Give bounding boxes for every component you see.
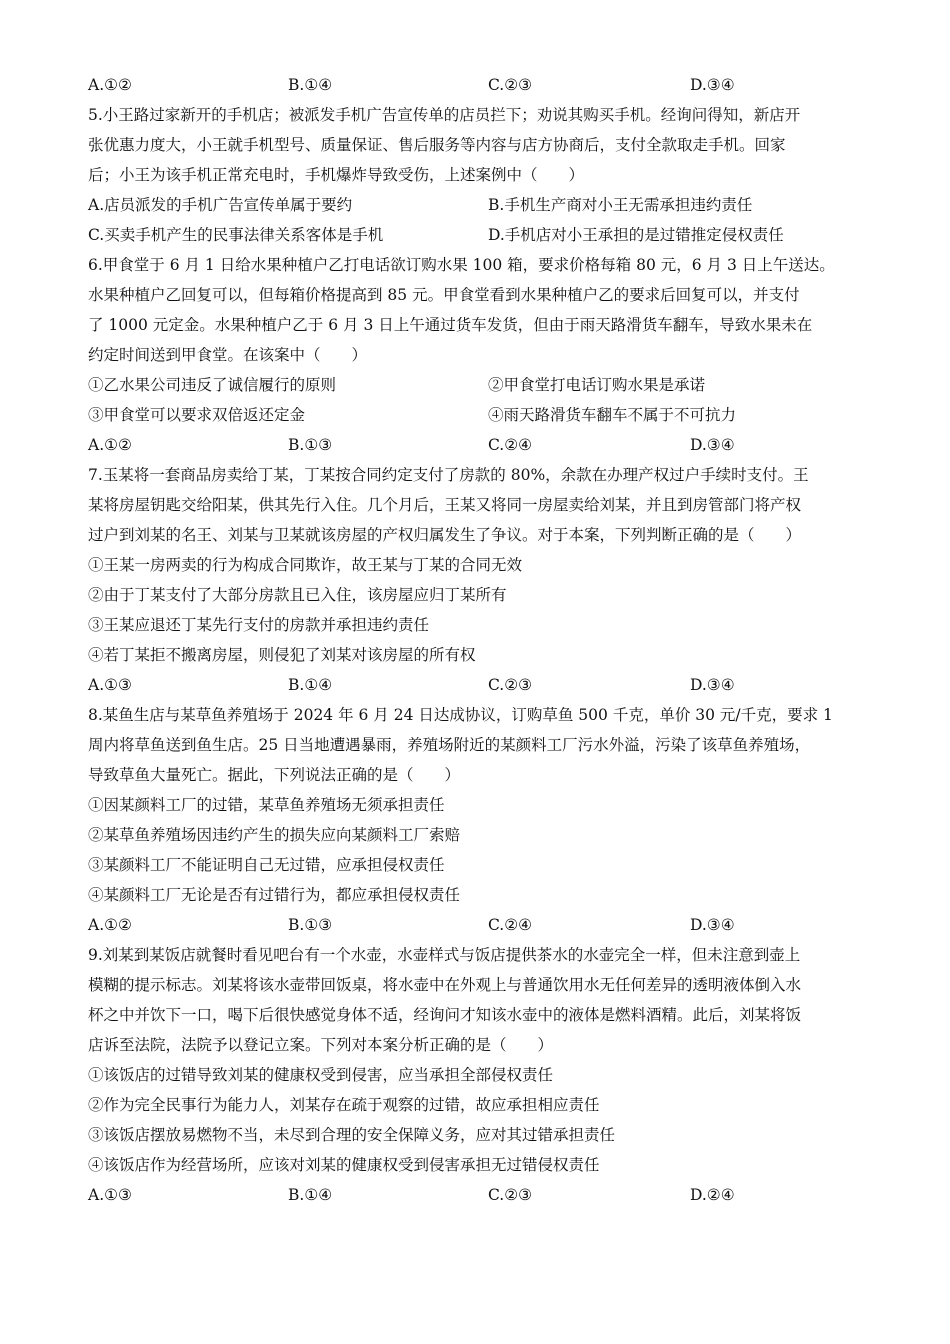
q8-options (88, 910, 878, 940)
q6-statement-2: ②甲食堂打电话订购水果是承诺 (488, 376, 706, 394)
q4-option-b[interactable]: B.①④ (288, 76, 333, 94)
q8-statement-2: ②某草鱼养殖场因违约产生的损失应向某颜料工厂索赔 (88, 826, 461, 844)
q7-statement-3: ③王某应退还丁某先行支付的房款并承担违约责任 (88, 616, 430, 634)
q9-stem-line: 9.刘某到某饭店就餐时看见吧台有一个水壶，水壶样式与饭店提供茶水的水壶完全一样，但未注意到壶上 (88, 946, 801, 964)
q8-statement-3: ③某颜料工厂不能证明自己无过错，应承担侵权责任 (88, 856, 445, 874)
q6-statements-row (88, 400, 878, 430)
q5-option-d[interactable]: D.手机店对小王承担的是过错推定侵权责任 (488, 226, 784, 244)
question-6 (88, 250, 878, 460)
question-8 (88, 700, 878, 940)
q7-statement-1: ①王某一房两卖的行为构成合同欺诈，故王某与丁某的合同无效 (88, 556, 523, 574)
q5-option-b[interactable]: B.手机生产商对小王无需承担违约责任 (488, 196, 753, 214)
q6-stem-line: 水果种植户乙回复可以，但每箱价格提高到 85 元。甲食堂看到水果种植户乙的要求后回复可以，并支付 (88, 286, 800, 304)
q5-options-row (88, 190, 878, 220)
q7-option-b[interactable]: B.①④ (288, 676, 333, 694)
q7-stem-line: 7.玉某将一套商品房卖给丁某，丁某按合同约定支付了房款的 80%，余款在办理产权过户手续时支付。王 (88, 466, 809, 484)
q7-stem-line: 过户到刘某的名王、刘某与卫某就该房屋的产权归属发生了争议。对于本案，下列判断正确的是（ ） (88, 526, 802, 544)
q7-statement-2: ②由于丁某支付了大部分房款且已入住，该房屋应归丁某所有 (88, 586, 507, 604)
q5-options-row (88, 220, 878, 250)
q5-option-c[interactable]: C.买卖手机产生的民事法律关系客体是手机 (88, 226, 384, 244)
q6-statement-3: ③甲食堂可以要求双倍返还定金 (88, 406, 306, 424)
q4-option-c[interactable]: C.②③ (488, 76, 533, 94)
question-5 (88, 100, 878, 250)
q9-option-c[interactable]: C.②③ (488, 1186, 533, 1204)
q6-statement-4: ④雨天路滑货车翻车不属于不可抗力 (488, 406, 737, 424)
question-7 (88, 460, 878, 700)
q9-option-b[interactable]: B.①④ (288, 1186, 333, 1204)
q6-option-b[interactable]: B.①③ (288, 436, 333, 454)
q6-statements-row (88, 370, 878, 400)
q8-statement-4: ④某颜料工厂无论是否有过错行为，都应承担侵权责任 (88, 886, 461, 904)
q6-option-d[interactable]: D.③④ (690, 436, 735, 454)
q5-stem-line: 后；小王为该手机正常充电时，手机爆炸导致受伤，上述案例中（ ） (88, 166, 585, 184)
q4-options (88, 70, 878, 100)
q4-option-d[interactable]: D.③④ (690, 76, 735, 94)
q7-options (88, 670, 878, 700)
q9-statement-3: ③该饭店摆放易燃物不当，未尽到合理的安全保障义务，应对其过错承担责任 (88, 1126, 616, 1144)
exam-page (88, 70, 878, 1210)
q7-option-d[interactable]: D.③④ (690, 676, 735, 694)
q9-stem-line: 店诉至法院，法院予以登记立案。下列对本案分析正确的是（ ） (88, 1036, 554, 1054)
q8-statement-1: ①因某颜料工厂的过错，某草鱼养殖场无须承担责任 (88, 796, 445, 814)
q8-option-c[interactable]: C.②④ (488, 916, 533, 934)
q9-stem-line: 模糊的提示标志。刘某将该水壶带回饭桌，将水壶中在外观上与普通饮用水无任何差异的透明液体倒入水 (88, 976, 802, 994)
q9-statement-4: ④该饭店作为经营场所，应该对刘某的健康权受到侵害承担无过错侵权责任 (88, 1156, 600, 1174)
q5-stem-line: 张优惠力度大，小王就手机型号、质量保证、售后服务等内容与店方协商后，支付全款取走手机。回家 (88, 136, 786, 154)
q9-option-a[interactable]: A.①③ (88, 1186, 132, 1204)
q7-option-a[interactable]: A.①③ (88, 676, 132, 694)
q7-option-c[interactable]: C.②③ (488, 676, 533, 694)
q6-option-c[interactable]: C.②④ (488, 436, 533, 454)
q4-option-a[interactable]: A.①② (88, 76, 132, 94)
q5-stem-line: 5.小王路过家新开的手机店；被派发手机广告宣传单的店员拦下；劝说其购买手机。经询问得知，新店开 (88, 106, 801, 124)
q8-stem-line: 8.某鱼生店与某草鱼养殖场于 2024 年 6 月 24 日达成协议，订购草鱼 500 千克，单价 30 元/千克，要求 1 (88, 706, 833, 724)
q9-statement-1: ①该饭店的过错导致刘某的健康权受到侵害，应当承担全部侵权责任 (88, 1066, 554, 1084)
q9-options (88, 1180, 878, 1210)
q6-stem-line: 了 1000 元定金。水果种植户乙于 6 月 3 日上午通过货车发货，但由于雨天路滑货车翻车，导致水果未在 (88, 316, 813, 334)
q9-statement-2: ②作为完全民事行为能力人，刘某存在疏于观察的过错，故应承担相应责任 (88, 1096, 600, 1114)
q8-option-d[interactable]: D.③④ (690, 916, 735, 934)
q9-option-d[interactable]: D.②④ (690, 1186, 735, 1204)
q6-option-a[interactable]: A.①② (88, 436, 132, 454)
question-9 (88, 940, 878, 1210)
q8-option-b[interactable]: B.①③ (288, 916, 333, 934)
q9-stem-line: 杯之中并饮下一口，喝下后很快感觉身体不适，经询问才知该水壶中的液体是燃料酒精。此后，刘某将饭 (88, 1006, 802, 1024)
q6-options (88, 430, 878, 460)
q8-stem-line: 导致草鱼大量死亡。据此，下列说法正确的是（ ） (88, 766, 461, 784)
q6-stem-line: 约定时间送到甲食堂。在该案中（ ） (88, 346, 368, 364)
q8-option-a[interactable]: A.①② (88, 916, 132, 934)
q6-statement-1: ①乙水果公司违反了诚信履行的原则 (88, 376, 337, 394)
q8-stem-line: 周内将草鱼送到鱼生店。25 日当地遭遇暴雨，养殖场附近的某颜料工厂污水外溢，污染了该草鱼养殖场， (88, 736, 811, 754)
q7-statement-4: ④若丁某拒不搬离房屋，则侵犯了刘某对该房屋的所有权 (88, 646, 476, 664)
q5-option-a[interactable]: A.店员派发的手机广告宣传单属于要约 (88, 196, 353, 214)
q6-stem-line: 6.甲食堂于 6 月 1 日给水果种植户乙打电话欲订购水果 100 箱，要求价格每箱 80 元，6 月 3 日上午送达。 (88, 256, 835, 274)
q7-stem-line: 某将房屋钥匙交给阳某，供其先行入住。几个月后，王某又将同一房屋卖给刘某，并且到房管部门将产权 (88, 496, 802, 514)
